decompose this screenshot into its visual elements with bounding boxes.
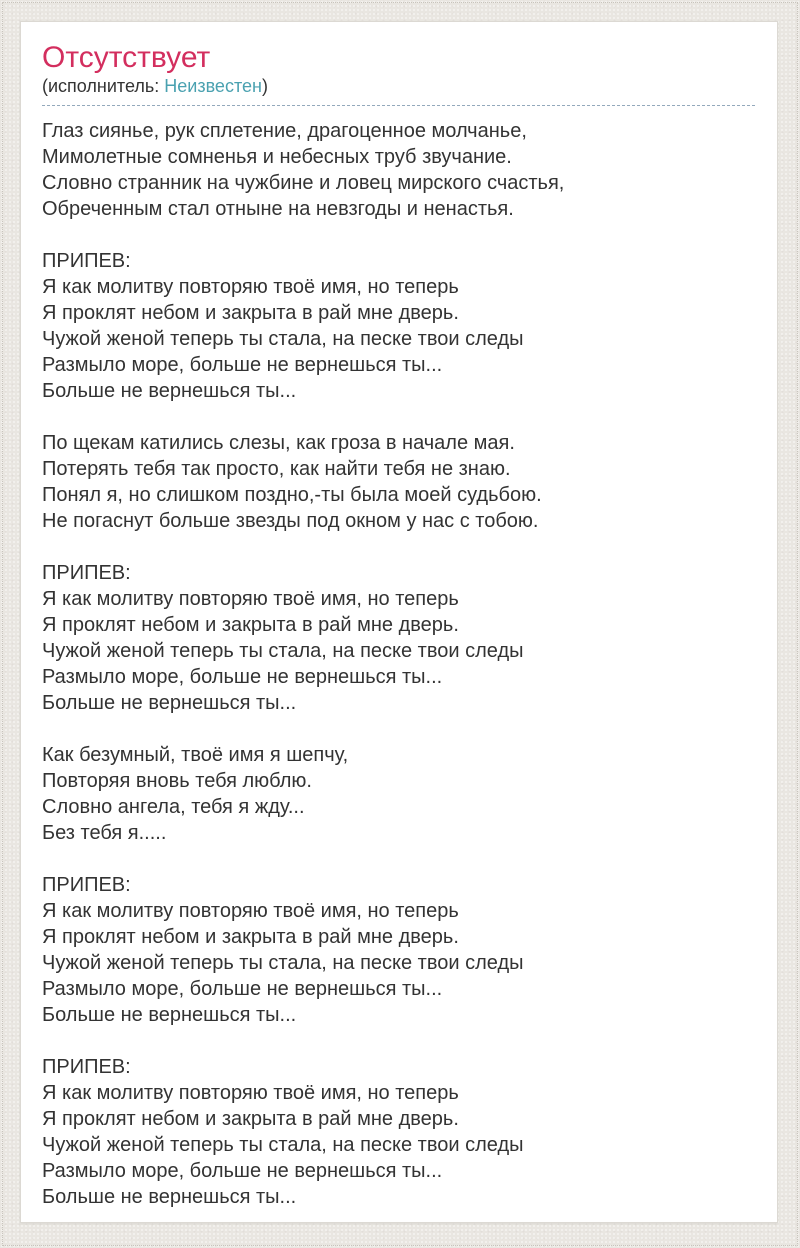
lyrics-line: Понял я, но слишком поздно,-ты была моей судьбою. (42, 484, 542, 506)
lyrics-line: Больше не вернешься ты... (42, 1004, 297, 1026)
lyrics-line: Чужой женой теперь ты стала, на песке твои следы (42, 640, 524, 662)
lyrics-line: Словно ангела, тебя я жду... (42, 796, 305, 818)
stanza-chorus-1 (42, 248, 755, 404)
lyrics-line: Словно странник на чужбине и ловец мирского счастья, (42, 172, 565, 194)
lyrics-line: Размыло море, больше не вернешься ты... (42, 354, 443, 376)
lyrics-line: Я проклят небом и закрыта в рай мне дверь. (42, 1108, 459, 1130)
lyrics-line: Больше не вернешься ты... (42, 1186, 297, 1208)
lyrics-line: Я проклят небом и закрыта в рай мне дверь. (42, 614, 459, 636)
chorus-label: ПРИПЕВ: (42, 1056, 131, 1078)
lyrics-card (20, 21, 778, 1223)
chorus-label: ПРИПЕВ: (42, 562, 131, 584)
chorus-label: ПРИПЕВ: (42, 250, 131, 272)
lyrics-line: Обреченным стал отныне на невзгоды и ненастья. (42, 198, 514, 220)
stanza-bridge (42, 742, 755, 846)
lyrics-line: Не погаснут больше звезды под окном у нас с тобою. (42, 510, 539, 532)
lyrics-line: Размыло море, больше не вернешься ты... (42, 1160, 443, 1182)
lyrics-line: Без тебя я..... (42, 822, 167, 844)
lyrics-line: Размыло море, больше не вернешься ты... (42, 978, 443, 1000)
stanza-verse-2 (42, 430, 755, 534)
chorus-label: ПРИПЕВ: (42, 874, 131, 896)
lyrics-line: Чужой женой теперь ты стала, на песке твои следы (42, 952, 524, 974)
artist-suffix: ) (261, 76, 268, 96)
lyrics-line: Глаз сиянье, рук сплетение, драгоценное молчанье, (42, 120, 527, 142)
stanza-chorus-2 (42, 560, 755, 716)
lyrics-line: Повторяя вновь тебя люблю. (42, 770, 312, 792)
lyrics-line: Как безумный, твоё имя я шепчу, (42, 744, 349, 766)
artist-label: (исполнитель: (42, 76, 165, 96)
stanza-chorus-4 (42, 1054, 755, 1210)
lyrics-text (42, 118, 755, 1210)
stanza-verse-1 (42, 118, 755, 222)
lyrics-line: Я проклят небом и закрыта в рай мне дверь. (42, 302, 459, 324)
artist-line (42, 74, 755, 106)
lyrics-line: Больше не вернешься ты... (42, 380, 297, 402)
artist-link[interactable]: Неизвестен (164, 76, 262, 96)
lyrics-line: Больше не вернешься ты... (42, 692, 297, 714)
lyrics-line: Я проклят небом и закрыта в рай мне дверь. (42, 926, 459, 948)
lyrics-line: Я как молитву повторяю твоё имя, но теперь (42, 900, 459, 922)
lyrics-line: Потерять тебя так просто, как найти тебя не знаю. (42, 458, 511, 480)
stanza-chorus-3 (42, 872, 755, 1028)
lyrics-line: Чужой женой теперь ты стала, на песке твои следы (42, 328, 524, 350)
lyrics-line: По щекам катились слезы, как гроза в начале мая. (42, 432, 515, 454)
lyrics-line: Я как молитву повторяю твоё имя, но теперь (42, 588, 459, 610)
song-title: Отсутствует (42, 41, 211, 74)
lyrics-line: Чужой женой теперь ты стала, на песке твои следы (42, 1134, 524, 1156)
lyrics-line: Мимолетные сомненья и небесных труб звучание. (42, 146, 512, 168)
lyrics-line: Размыло море, больше не вернешься ты... (42, 666, 443, 688)
lyrics-line: Я как молитву повторяю твоё имя, но теперь (42, 1082, 459, 1104)
lyrics-line: Я как молитву повторяю твоё имя, но теперь (42, 276, 459, 298)
